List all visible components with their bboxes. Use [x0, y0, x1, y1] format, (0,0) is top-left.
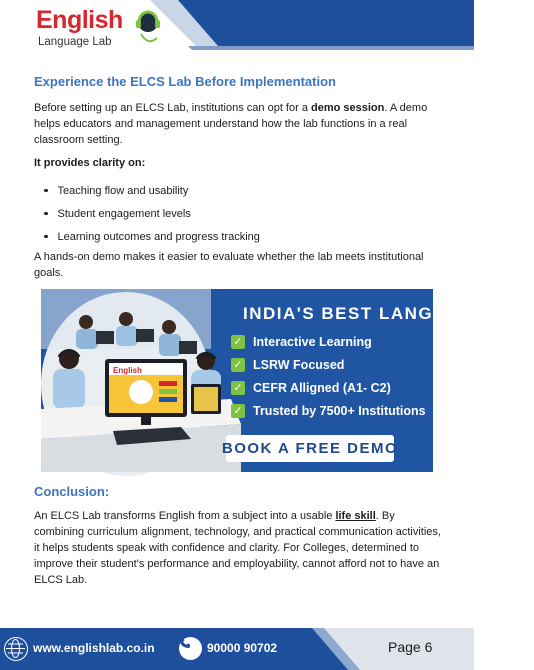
screen-brand-text: English: [113, 366, 142, 375]
banner-title: INDIA'S BEST LANGUAGE LAB: [243, 304, 534, 323]
bullet-icon: [44, 235, 48, 239]
bullet-text: Student engagement levels: [57, 207, 191, 220]
feature-item: [231, 404, 426, 418]
website-link[interactable]: www.englishlab.co.in: [33, 641, 155, 655]
list-item: [44, 202, 260, 225]
intro-text-end: . A demo helps educators and management understand how the lab functions in a real classroom setting.: [34, 102, 428, 146]
feature-item: [231, 335, 372, 349]
check-icon: ✓: [231, 404, 245, 418]
page-footer: [0, 628, 474, 670]
list-item: [44, 225, 260, 248]
conclusion-paragraph: [34, 508, 442, 588]
page-number: Page 6: [388, 639, 433, 655]
feature-label: LSRW Focused: [253, 358, 345, 372]
feature-item: [231, 381, 391, 395]
bullet-icon: [44, 212, 48, 216]
headset-head-icon: [135, 8, 163, 48]
conclusion-heading: Conclusion:: [34, 484, 110, 499]
promo-banner[interactable]: [41, 289, 534, 472]
intro-text-start: Before setting up an ELCS Lab, institutions can opt for a: [34, 102, 312, 114]
english-language-lab-logo[interactable]: [33, 6, 188, 54]
clarity-heading: It provides clarity on:: [34, 157, 146, 169]
phone-number-link[interactable]: 90000 90702: [207, 641, 278, 655]
bullet-icon: [44, 189, 48, 193]
phone-icon: [179, 637, 202, 660]
feature-label: Interactive Learning: [253, 335, 372, 349]
demo-closing-paragraph: A hands-on demo makes it easier to evaluate whether the lab meets institutional goals.: [34, 251, 424, 279]
clarity-bullet-list: [44, 179, 260, 248]
check-icon: ✓: [231, 358, 245, 372]
globe-icon: [4, 637, 28, 661]
feature-label: CEFR Alligned (A1- C2): [253, 381, 391, 395]
demo-session-bold: demo session: [311, 102, 385, 114]
bullet-text: Learning outcomes and progress tracking: [57, 230, 260, 243]
intro-paragraph: [34, 100, 442, 148]
life-skill-link[interactable]: life skill: [335, 510, 376, 522]
section-heading-experience: Experience the ELCS Lab Before Implementation: [34, 74, 336, 89]
feature-label: Trusted by 7500+ Institutions: [253, 404, 426, 418]
check-icon: ✓: [231, 381, 245, 395]
list-item: [44, 179, 260, 202]
check-icon: ✓: [231, 335, 245, 349]
conclusion-text-end: . By combining curriculum alignment, technology, and practical communication activities, it helps students speak with confidence and clarity. For Colleges, determined to improve their student's performance and employability, cannot afford not to have an ELCS Lab.: [34, 510, 441, 586]
feature-item: [231, 358, 344, 372]
bullet-text: Teaching flow and usability: [57, 184, 189, 197]
book-free-demo-button[interactable]: BOOK A FREE DEMO: [226, 435, 394, 462]
page-header: [0, 0, 474, 70]
logo-secondary-text: Language Lab: [38, 36, 112, 48]
conclusion-text-start: An ELCS Lab transforms English from a subject into a usable: [34, 510, 336, 522]
logo-primary-text: English: [36, 6, 123, 34]
